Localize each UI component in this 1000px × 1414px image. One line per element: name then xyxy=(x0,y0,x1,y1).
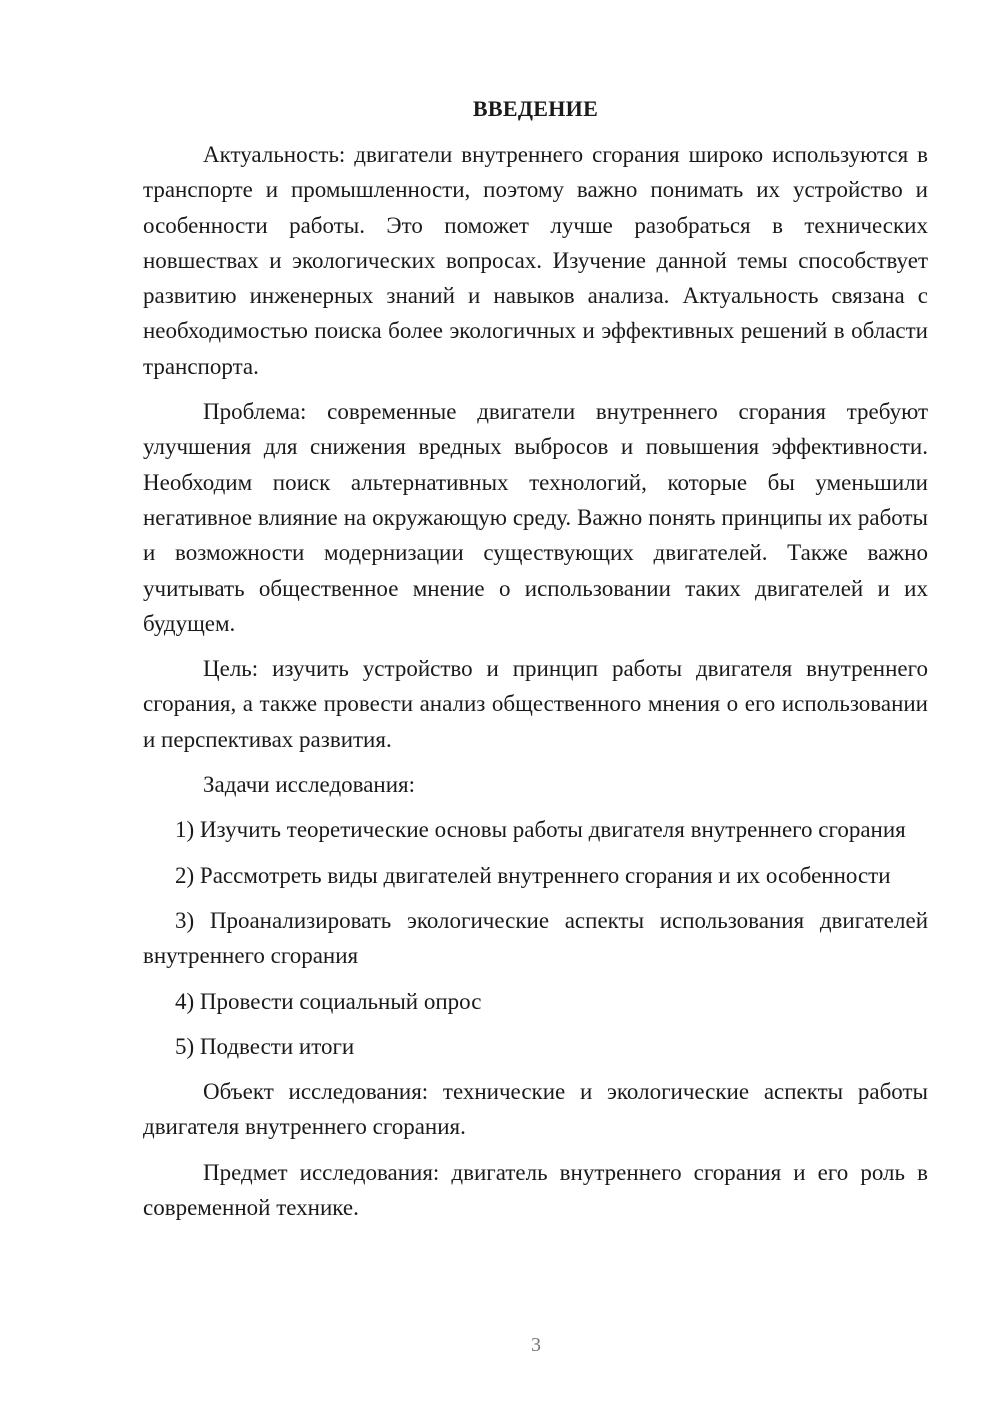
task-item-5: 5) Подвести итоги xyxy=(175,1033,355,1059)
page-title: ВВЕДЕНИЕ xyxy=(472,96,599,121)
task-item-3: 3) Проанализировать экологические аспекты использования двигателей внутреннего сгорания xyxy=(143,907,928,969)
task-item-2: 2) Рассмотреть виды двигателей внутреннего сгорания и их особенности xyxy=(175,862,891,888)
page-body xyxy=(143,95,928,1225)
page-number: 3 xyxy=(531,1334,541,1356)
task-item-4: 4) Провести социальный опрос xyxy=(175,988,482,1014)
problem-paragraph: Проблема: современные двигатели внутреннего сгорания требуют улучшения для снижения вредных выбросов и повышения эффективности. Необходим поиск альтернативных технологий, которые бы уменьшили негативное влияние на окружающую среду. Важно понять принципы их работы и возможности модернизации существующих двигателей. Также важно учитывать общественное мнение о использовании таких двигателей и их будущем. xyxy=(143,399,928,636)
object-paragraph: Объект исследования: технические и экологические аспекты работы двигателя внутреннего сгорания. xyxy=(143,1079,928,1140)
relevance-paragraph: Актуальность: двигатели внутреннего сгорания широко используются в транспорте и промышленности, поэтому важно понимать их устройство и особенности работы. Это поможет лучше разобраться в технических новшествах и экологических вопросах. Изучение данной темы способствует развитию инженерных знаний и навыков анализа. Актуальность связана с необходимостью поиска более экологичных и эффективных решений в области транспорта. xyxy=(143,142,928,379)
subject-paragraph: Предмет исследования: двигатель внутреннего сгорания и его роль в современной технике. xyxy=(143,1159,928,1221)
task-item-1: 1) Изучить теоретические основы работы двигателя внутреннего сгорания xyxy=(175,817,906,843)
tasks-heading: Задачи исследования: xyxy=(203,772,416,798)
goal-paragraph: Цель: изучить устройство и принцип работы двигателя внутреннего сгорания, а также провести анализ общественного мнения о его использовании и перспективах развития. xyxy=(143,656,928,752)
